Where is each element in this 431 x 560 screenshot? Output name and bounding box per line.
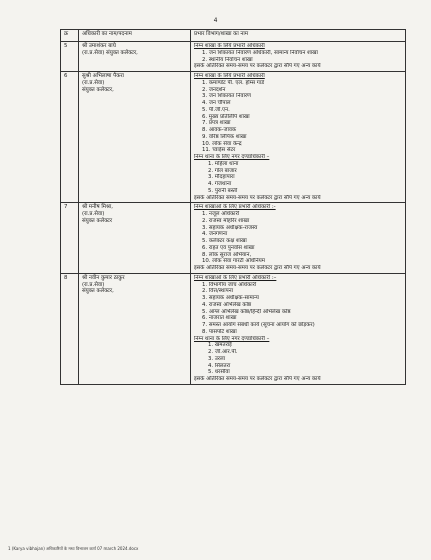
dept-item: 6. मुख्य प्रतिलिपि शाखा: [202, 113, 250, 120]
department-cell: [191, 273, 406, 384]
officer-name: श्री मनीष मिश्रा,: [82, 204, 113, 211]
table-header-row: [61, 30, 406, 42]
dept-intro: निम्न शाखा के लिये प्रभारी अधिकारी: [194, 43, 265, 49]
department-cell: [191, 72, 406, 203]
department-cell: [191, 42, 406, 72]
dept-item: 9. वरिष्ठ लिपिक शाखा: [202, 133, 247, 140]
officer-name: श्री नवीन कुमार ठाकुर: [82, 274, 125, 281]
header-officer: अधिकारी का नाम/पदनाम: [79, 30, 191, 42]
police-station-item: 1. महिला थाना: [208, 160, 239, 167]
police-station-item: 3. उरला: [208, 355, 226, 362]
officer-cell: [79, 203, 191, 274]
officer-service: (रा.प्र.सेवा): [82, 79, 105, 86]
officer-service: (रा.प्र.सेवा): [82, 281, 105, 288]
dept-item: 2. राजस्व मोहर्रिर शाखा: [202, 217, 250, 224]
dept-item: 8. लोक सुराज अभियान,: [202, 251, 252, 258]
dept-item: 5. कलेक्टर कक्ष शाखा: [202, 238, 247, 244]
police-station-item: 3. मौदहापारा: [208, 174, 235, 181]
table-row: [61, 273, 406, 384]
dept-item: 1. जन शिकायत निवारण अधिकारी, सामान्य निर्वाचन शाखा: [202, 49, 318, 56]
officer-cell: [79, 42, 191, 72]
police-station-item: 5. धरसींवा: [208, 369, 230, 376]
dept-item: 5. आंग्ल अभिलेख कोष्ठ/हिन्दी अभिलेख कोष्ठ: [202, 308, 291, 315]
dept-item: 6. राहत एवं पुनर्वास शाखा: [202, 244, 255, 251]
officer-cell: [79, 273, 191, 384]
dept-item: 3. सहायक अधीक्षक-राजस्व: [202, 224, 258, 231]
serial-number: 5: [61, 42, 79, 72]
police-station-item: 2. गोल बाजार: [208, 167, 237, 174]
dept-item: 10. लोक सेवा गारंटी अधिनियम: [202, 258, 265, 265]
officer-service: (रा.प्र.सेवा): [82, 211, 105, 217]
serial-number: 7: [61, 203, 79, 274]
dept-intro: निम्न शाखाओं के लिए प्रभारी अधिकारी :–: [194, 274, 277, 281]
table-row: [61, 203, 406, 274]
additional-duties: इसके अतिरिक्त समय-समय पर कलेक्टर द्वारा सौंपे गए अन्य कार्य: [194, 376, 321, 382]
officer-service: (रा.प्र.सेवा) संयुक्त कलेक्टर,: [82, 49, 138, 56]
officer-cell: [79, 72, 191, 203]
officer-designation: संयुक्त कलेक्टर,: [82, 288, 114, 295]
table-row: [61, 42, 406, 72]
dept-item: 3. जन शिकायत निवारण: [202, 93, 251, 100]
document-footer: 1 (Karya vibhajan) अधिकारियों के मध्य विभाजन कार्य 07 march 2024.docx: [8, 546, 139, 551]
dept-item: 2. स्थानीय निर्वाचन शाखा: [202, 56, 253, 63]
officer-designation: संयुक्त कलेक्टर,: [82, 86, 114, 93]
dept-item: 8. पासपोर्ट शाखा: [202, 328, 237, 335]
dept-item: 7. प्रपत्र शाखा: [202, 120, 231, 127]
dept-item: 6. नाजरात शाखा: [202, 315, 237, 322]
police-station-item: 4. गंजथाना: [208, 181, 232, 187]
dept-item: 1. विभागीय जांच अधिकारी: [202, 281, 257, 288]
police-station-item: 2. जी.आर.पी.: [208, 349, 238, 355]
serial-number: 6: [61, 72, 79, 203]
police-station-item: 4. सिलतरा: [208, 362, 231, 369]
dept-item: 10. लोक सेवा केन्द्र: [202, 140, 242, 147]
magistrate-heading: निम्न थाना के लिए नगर दण्डाधिकारी –: [194, 335, 270, 342]
dept-item: 4. जन चौपाल: [202, 100, 231, 106]
table-row: [61, 72, 406, 203]
dept-item: 4. जनगणना: [202, 231, 228, 238]
dept-item: 4. राजस्व अभिलेख कोष्ठ: [202, 301, 252, 308]
additional-duties: इसके अतिरिक्त समय-समय पर कलेक्टर द्वारा सौंपे गए अन्य कार्य: [194, 63, 321, 70]
dept-item: 1. कमाण्डेंट पी. एल. होम्स गार्ड: [202, 79, 265, 86]
dept-item: 5. पी.जी.एन.: [202, 106, 230, 113]
dept-item: 2. वित्त/स्थापना: [202, 288, 234, 295]
officer-name: सुश्री अभिलाषा पैकरा: [82, 73, 124, 79]
police-station-item: 1. खमतराई: [208, 342, 232, 349]
dept-intro: निम्न शाखाओं के लिए प्रभारी अधिकारी :-: [194, 204, 276, 211]
dept-item: 11. च्वाईस सेंटर: [202, 147, 236, 154]
additional-duties: इसके अतिरिक्त समय-समय पर कलेक्टर द्वारा सौंपे गए अन्य कार्य: [194, 194, 321, 201]
duty-allocation-table: [60, 29, 406, 385]
dept-item: 3. सहायक अधीक्षक-सामान्य: [202, 295, 259, 301]
officer-name: श्री उमाशंकर बाघे: [82, 43, 116, 49]
dept-item: 1. नजूल अधिकारी: [202, 211, 240, 217]
department-cell: [191, 203, 406, 274]
dept-item: 2. जनदर्शन: [202, 86, 226, 93]
additional-duties: इसके अतिरिक्त समय-समय पर कलेक्टर द्वारा सौंपे गए अन्य कार्य: [194, 265, 321, 271]
officer-designation: संयुक्त कलेक्टर: [82, 217, 113, 224]
dept-item: 7. समस्त आयोग संबंधी कार्य (सूचना आयोग को छोड़कर): [202, 322, 315, 328]
magistrate-heading: निम्न थाना के लिए नगर दण्डाधिकारी –: [194, 154, 270, 160]
header-department: प्रभार विभाग/शाखा का नाम: [191, 30, 406, 42]
police-station-item: 5. पुरानी बस्ती: [208, 187, 238, 194]
page-number: 4: [213, 17, 218, 24]
serial-number: 8: [61, 273, 79, 384]
dept-intro: निम्न शाखा के लिये प्रभारी अधिकारी: [194, 73, 265, 79]
header-serial: क्र: [61, 30, 79, 42]
dept-item: 8. आवक-जावक: [202, 127, 236, 133]
